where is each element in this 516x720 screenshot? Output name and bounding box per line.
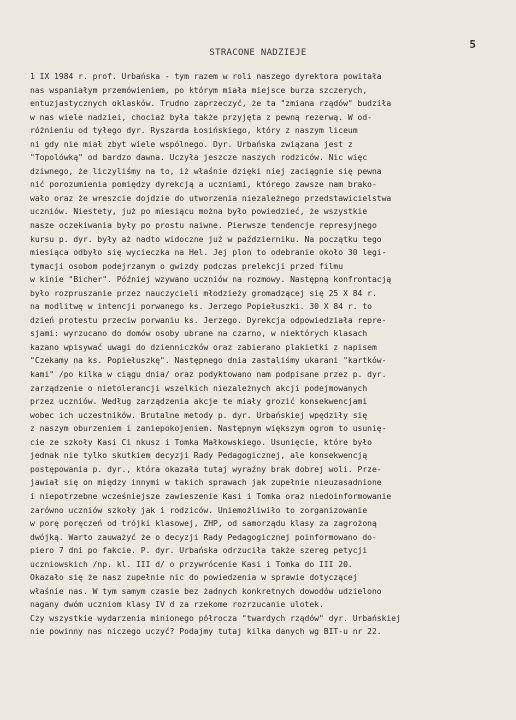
text-line: nas wspaniałym przemówieniem, po którym miała miejsce burza szczerych, [30,85,368,95]
text-line: nie powinny nas niczego uczyć? Podajmy tutaj kilka danych wg BIT-u nr 22. [30,627,382,637]
text-line: wało oraz że wreszcie dojdzie do utworzenia niezależnego przedstawicielstwa [30,193,392,203]
text-line: nić porozumienia pomiędzy dyrekcją a uczniami, którego zawsze nam brako- [30,180,377,190]
text-line: nasze oczekiwania były po prostu naiwne. Pierwsze tendencje represyjnego [30,221,377,231]
text-line: kazano wpisywać uwagi do dzienniczków oraz zabierano plakietki z napisem [30,342,377,352]
text-line: sjami: wyrzucano do domów osoby ubrane na czarno, w niektórych klasach [30,329,368,339]
text-line: dziwnego, że liczyliśmy na to, iż właśnie dzięki niej zaciągnie się pewna [30,166,382,176]
text-line: miesiąca odbyło się wycieczka na Hel. Jej plon to odebranie około 30 legi- [30,248,387,258]
text-line: entuzjastycznych oklasków. Trudno zaprzeczyć, że ta "zmiana rządów" budziła [30,99,392,109]
text-line: w nas wiele nadziei, chociaż była także przyjęta z pewną rezerwą. W od- [30,112,372,122]
text-line: zarówno uczniów szkoły jak i rodziców. Uniemożliwiło to zorganizowanie [30,505,368,515]
text-line: uczniów. Niestety, już po miesiącu można było powiedzieć, że wszystkie [30,207,368,217]
text-line: różnieniu od tyłego dyr. Ryszarda Łosińskiego, który z naszym liceum [30,126,358,136]
text-line: przez uczniów. Według zarządzenia akcje te miały grozić konsekwencjami [30,397,368,407]
text-line: kursu p. dyr. były aż nadto widoczne już w październiku. Na początku tego [30,234,382,244]
text-line: 1 IX 1984 r. prof. Urbańska - tym razem w roli naszego dyrektora powitała [30,72,382,81]
text-line: w kinie "Bicher". Później wzywano uczniów na rozmowy. Następną konfrontacją [30,275,392,285]
page-number: 5 [469,38,476,51]
text-line: jawiał się on między innymi w takich sprawach jak zupełnie nieuzasadnione [30,478,382,488]
text-line: uczniowskich /np. kl. III d/ o przywrócenie Kasi i Tomka do III 20. [30,559,353,569]
text-line: cie ze szkoły Kasi Ci nkusz i Tomka Małkowskiego. Usunięcie, które było [30,437,372,447]
text-line: Okazało się że nasz zupełnie nic do powiedzenia w sprawie dotyczącej [30,573,358,583]
text-line: zarządzenie o nietolerancji wszelkich niezależnych akcji podejmowanych [30,383,368,393]
text-line: z naszym oburzeniem i zaniepokojeniem. Następnym większym ogrom to usunię- [30,424,387,434]
text-line: i niepotrzebne wcześniejsze zawieszenie Kasi i Tomka oraz niedoinformowanie [30,491,392,501]
document-body [30,70,496,639]
text-line: "Topolówką" od bardzo dawna. Uczyła jeszcze naszych rodziców. Nic więc [30,153,368,163]
text-line: nagany dwóm uczniom klasy IV d za rzekome rozrzucanie ulotek. [30,600,324,610]
text-line: ni gdy nie miał zbyt wiele wspólnego. Dyr. Urbańska związana jest z [30,139,353,149]
text-line: Czy wszystkie wydarzenia minionego półrocza "twardych rządów" dyr. Urbańskiej [30,613,401,623]
text-line: kami" /po kilka w ciągu dnia/ oraz podyktowano nam podpisane przez p. dyr. [30,370,387,380]
text-line: było rozpruszanie przez nauczycieli młodzieży gromadzącej się 25 X 84 r. [30,288,377,298]
text-line: dzień protestu przeciw porwaniu ks. Jerzego. Dyrekcja odpowiedziała repre- [30,315,387,325]
text-line: w porę poręczeń od trójki klasowej, ZHP, od samorządu klasy za zagrożoną [30,519,377,529]
text-line: właśnie nas. W tym samym czasie bez żadnych konkretnych dowodów udzielono [30,586,382,596]
text-line: piero 7 dni po fakcie. P. dyr. Urbańska odrzuciła także szereg petycji [30,546,368,556]
text-line: wobec ich uczestników. Brutalne metody p. dyr. Urbańskiej wpędziły się [30,410,368,420]
text-line: na modlitwę w intencji porwanego ks. Jerzego Popiełuszki. 30 X 84 r. to [30,302,372,312]
text-line: dwójką. Warto zauważyć że o decyzji Rady Pedagogicznej poinformowano do- [30,532,377,542]
text-line: "Czekamy na ks. Popiełuszkę". Następnego dnia zastaliśmy ukarani "kartków- [30,356,387,366]
text-line: jednak nie tylko skutkiem decyzji Rady Pedagogicznej, ale konsekwencją [30,451,368,461]
text-line: tymacji osobom podejrzanym o gwizdy podczas prelekcji przed filmu [30,261,344,271]
document-title: STRACONE NADZIEJE [209,48,307,58]
text-line: postępowania p. dyr., która okazała tutaj wyraźny brak dobrej woli. Prze- [30,464,382,474]
